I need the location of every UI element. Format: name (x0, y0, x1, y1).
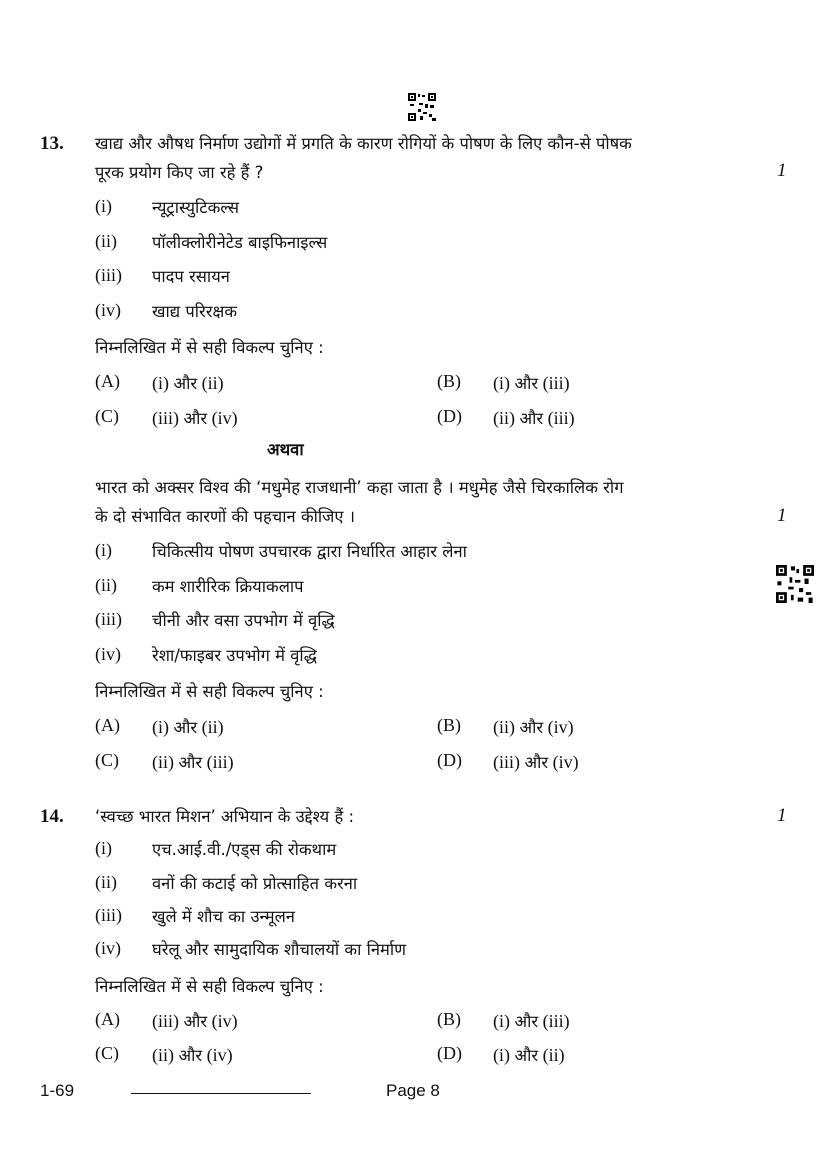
item-text: चीनी और वसा उपभोग में वृद्धि (152, 611, 335, 630)
item-text: रेशा/फाइबर उपभोग में वृद्धि (152, 646, 317, 665)
item-text: घरेलू और सामुदायिक शौचालयों का निर्माण (152, 940, 407, 959)
instruction-text: निम्नलिखित में से सही विकल्प चुनिए : (95, 682, 324, 701)
item-number: (ii) (95, 872, 117, 892)
item-number: (iv) (95, 644, 121, 664)
marks-label: 1 (777, 160, 787, 181)
instruction-text: निम्नलिखित में से सही विकल्प चुनिए : (95, 977, 324, 996)
option-label: (D) (437, 406, 462, 426)
option-label: (D) (437, 750, 462, 770)
instruction-text: निम्नलिखित में से सही विकल्प चुनिए : (95, 338, 324, 357)
item-text: खाद्य परिरक्षक (152, 302, 238, 321)
item-text: वनों की कटाई को प्रोत्साहित करना (152, 874, 358, 893)
question-text-line: खाद्य और औषध निर्माण उद्योगों में प्रगति के कारण रोगियों के पोषण के लिए कौन-से पोषक (95, 134, 632, 153)
top-qr-code-icon (408, 93, 436, 121)
item-number: (i) (95, 540, 112, 560)
item-number: (ii) (95, 575, 117, 595)
item-number: (iv) (95, 300, 121, 320)
option-label: (C) (95, 750, 119, 770)
question-text-line: भारत को अक्सर विश्व की ‘मधुमेह राजधानी’ कहा जाता है । मधुमेह जैसे चिरकालिक रोग (95, 478, 624, 497)
option-text: (iii) और (iv) (152, 1011, 238, 1031)
option-text: (i) और (ii) (152, 717, 224, 737)
marks-label: 1 (777, 805, 787, 826)
item-text: न्यूट्रास्युटिकल्स (152, 198, 240, 217)
option-text: (ii) और (iii) (152, 752, 234, 772)
option-label: (A) (95, 1009, 120, 1029)
option-label: (A) (95, 371, 120, 391)
or-separator: अथवा (267, 440, 304, 459)
option-text: (iii) और (iv) (493, 752, 579, 772)
option-label: (C) (95, 406, 119, 426)
item-text: पादप रसायन (152, 267, 230, 286)
option-text: (i) और (iii) (493, 373, 570, 393)
item-text: पॉलीक्लोरीनेटेड बाइफिनाइल्स (152, 233, 328, 252)
option-label: (A) (95, 715, 120, 735)
side-qr-code-icon (776, 565, 814, 603)
option-text: (i) और (iii) (493, 1011, 570, 1031)
option-text: (ii) और (iii) (493, 408, 575, 428)
item-number: (iii) (95, 905, 122, 925)
option-label: (B) (437, 371, 461, 391)
item-text: एच.आई.वी./एड्स की रोकथाम (152, 840, 337, 859)
question-number: 13. (40, 133, 64, 154)
question-number: 14. (40, 806, 64, 827)
option-text: (ii) और (iv) (493, 717, 574, 737)
marks-label: 1 (777, 505, 787, 526)
paper-code: 1-69 (40, 1081, 75, 1100)
item-text: खुले में शौच का उन्मूलन (152, 907, 295, 926)
item-number: (iv) (95, 938, 121, 958)
question-text-line: के दो संभावित कारणों की पहचान कीजिए । (95, 507, 356, 526)
option-text: (iii) और (iv) (152, 408, 238, 428)
option-label: (B) (437, 1009, 461, 1029)
page-number: Page 8 (386, 1081, 440, 1100)
option-text: (i) और (ii) (493, 1045, 565, 1065)
item-number: (i) (95, 196, 112, 216)
option-label: (C) (95, 1043, 119, 1063)
option-label: (D) (437, 1043, 462, 1063)
item-number: (iii) (95, 609, 122, 629)
item-text: चिकित्सीय पोषण उपचारक द्वारा निर्धारित आहार लेना (152, 542, 467, 561)
option-label: (B) (437, 715, 461, 735)
option-text: (ii) और (iv) (152, 1045, 233, 1065)
item-number: (ii) (95, 231, 117, 251)
item-number: (iii) (95, 265, 122, 285)
item-number: (i) (95, 838, 112, 858)
question-text-line: ‘स्वच्छ भारत मिशन’ अभियान के उद्देश्य हैं : (95, 807, 355, 826)
footer-rule (131, 1093, 311, 1094)
option-text: (i) और (ii) (152, 373, 224, 393)
question-text-line: पूरक प्रयोग किए जा रहे हैं ? (95, 163, 264, 182)
item-text: कम शारीरिक क्रियाकलाप (152, 577, 304, 596)
